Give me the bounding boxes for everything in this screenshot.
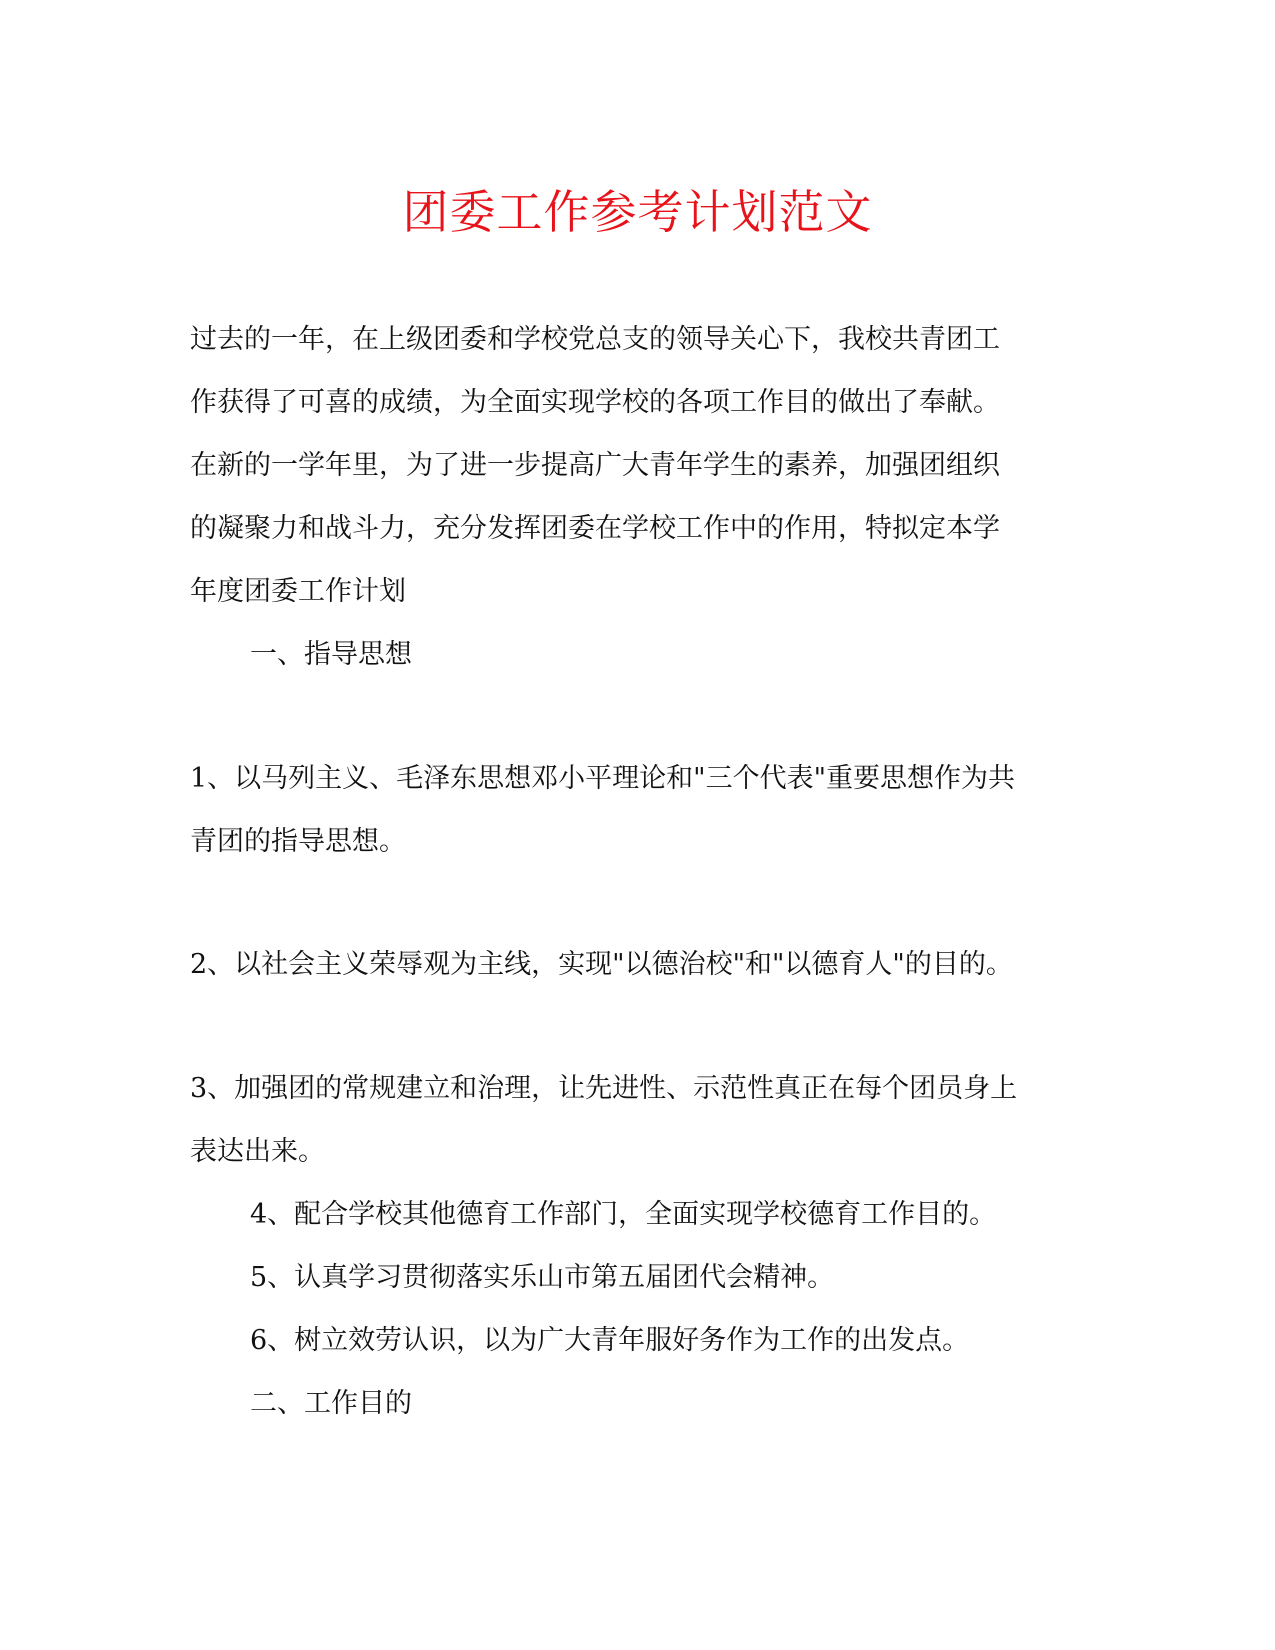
intro-line-4: 的凝聚力和战斗力，充分发挥团委在学校工作中的作用，特拟定本学 [190,513,1000,544]
intro-line-1: 过去的一年，在上级团委和学校党总支的领导关心下，我校共青团工 [190,324,1000,355]
intro-line-5: 年度团委工作计划 [190,576,406,607]
item-3-line-1: 3、加强团的常规建立和治理，让先进性、示范性真正在每个团员身上 [190,1073,1018,1104]
item-4: 4、配合学校其他德育工作部门，全面实现学校德育工作目的。 [250,1199,997,1230]
item-1-line-2: 青团的指导思想。 [190,826,406,857]
intro-line-3: 在新的一学年里，为了进一步提高广大青年学生的素养，加强团组织 [190,450,1000,481]
section-heading-guiding-thought: 一、指导思想 [250,639,412,670]
item-1-line-1: 1、以马列主义、毛泽东思想邓小平理论和"三个代表"重要思想作为共 [190,763,1016,794]
section-heading-work-goals: 二、工作目的 [250,1388,412,1419]
intro-line-2: 作获得了可喜的成绩，为全面实现学校的各项工作目的做出了奉献。 [190,387,1000,418]
item-5: 5、认真学习贯彻落实乐山市第五届团代会精神。 [250,1262,835,1293]
item-2: 2、以社会主义荣辱观为主线，实现"以德治校"和"以德育人"的目的。 [190,949,1013,980]
item-3-line-2: 表达出来。 [190,1136,325,1167]
item-6: 6、树立效劳认识，以为广大青年服好务作为工作的出发点。 [250,1325,970,1356]
document-title: 团委工作参考计划范文 [402,185,873,239]
